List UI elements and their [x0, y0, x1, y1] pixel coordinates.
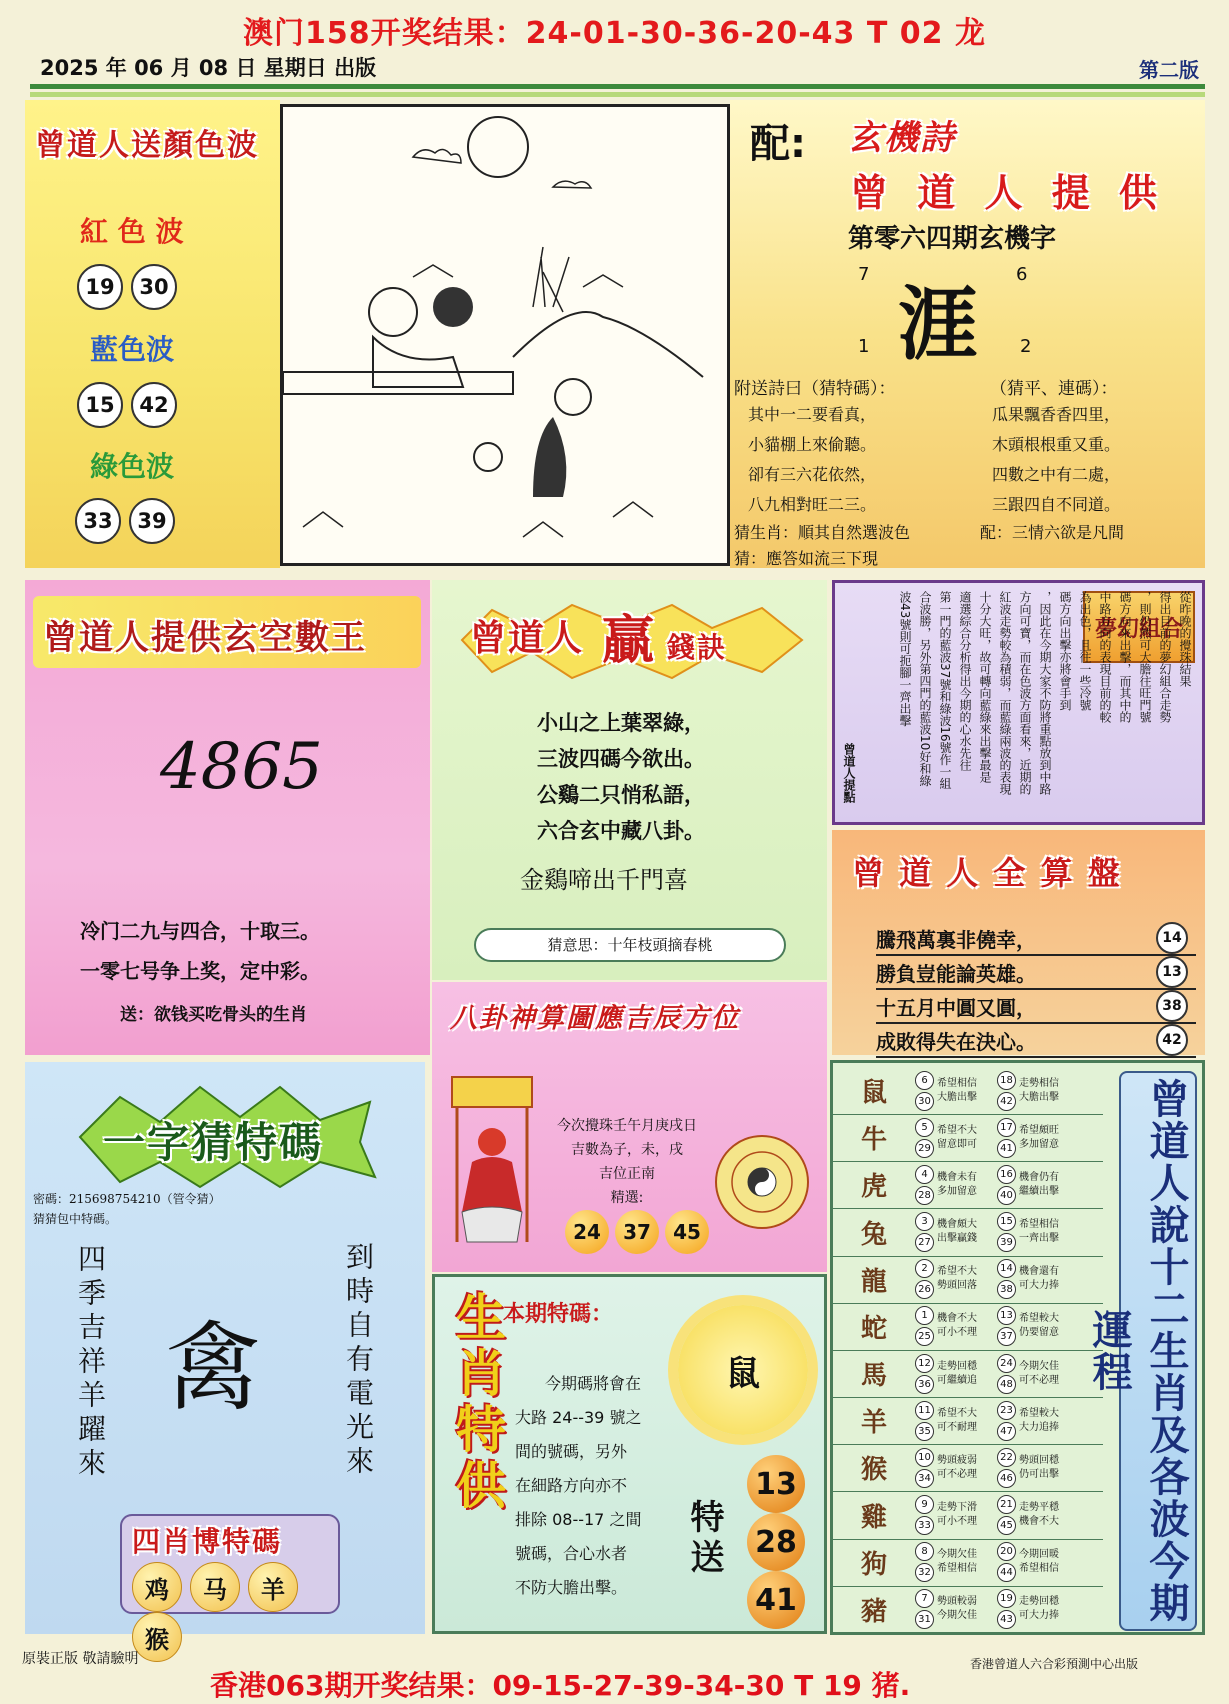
zodiac-row [833, 1586, 1103, 1634]
bagua-line: 今次攪珠壬午月庚戌日 [557, 1118, 697, 1134]
bagua-text [552, 1114, 702, 1210]
ball-number: 15 [77, 382, 123, 428]
zodiac-comment-a: 勢頭疲弱 可不必理 [937, 1454, 977, 1480]
zodiac-number: 26 [915, 1280, 934, 1299]
header-stripe [30, 84, 1205, 89]
abacus-line: 騰飛萬裏非僥幸， [876, 927, 1036, 952]
zodiac-row [833, 1350, 1103, 1398]
bagua-title: 八卦神算圖應吉辰方位 [450, 1003, 740, 1034]
text-line: 合波勝，另外第四門的藍波10好和綠 [918, 591, 932, 787]
abacus-row [876, 922, 1196, 956]
zodiac-number: 23 [997, 1401, 1016, 1420]
zodiac-animal-icon: 蛇 [860, 1313, 887, 1344]
text-line: 大路 24--39 號之 [515, 1408, 642, 1427]
zodiac-number: 25 [915, 1327, 934, 1346]
poem-line: 公鷄二只悄私語， [537, 783, 705, 807]
text-line: 不防大膽出擊。 [515, 1578, 628, 1597]
zodiac-comment-b: 今期回暖 希望相信 [1019, 1549, 1059, 1575]
zodiac-number: 13 [997, 1306, 1016, 1325]
poem-line: 瓜果飄香香四里， [992, 405, 1121, 424]
abacus-line: 成敗得失在決心。 [876, 1029, 1036, 1054]
zodiac-number: 44 [997, 1563, 1016, 1582]
zodiac-row [833, 1256, 1103, 1304]
footer-right-note: 香港曾道人六合彩預測中心出版 [970, 1657, 1139, 1671]
text-line: 得出目前的夢幻組合走勢 [1158, 591, 1172, 723]
zodiac-numbers-b [997, 1353, 1016, 1395]
text-line: 第一門的藍波37號和綠波16號作一組 [938, 591, 952, 790]
zodiac-numbers-a [915, 1164, 934, 1206]
zodiac-number: 33 [915, 1516, 934, 1535]
zodiac-number: 45 [997, 1516, 1016, 1535]
zodiac-numbers-a [915, 1400, 934, 1442]
ball-number: 45 [665, 1210, 709, 1254]
corner-number: 1 [858, 336, 870, 357]
zodiac-ball: 羊 [248, 1562, 298, 1612]
twelve-zodiac-panel [830, 1060, 1205, 1635]
bagua-line: 精選: [610, 1190, 644, 1206]
zodiac-number: 1 [915, 1306, 934, 1325]
zodiac-number: 27 [915, 1233, 934, 1252]
provided-by-title: 曾 道 人 提 供 [850, 171, 1165, 215]
zodiac-animal-icon: 雞 [860, 1502, 887, 1533]
edition-label: 第二版 [1139, 58, 1199, 82]
text-line: 號碼，合心水者 [515, 1544, 628, 1563]
zodiac-row [833, 1492, 1103, 1540]
zodiac-comment-b: 走勢回穩 可大力捧 [1019, 1596, 1059, 1622]
zodiac-comment-a: 今期欠佳 希望相信 [937, 1549, 977, 1575]
zodiac-special-title: 本期特碼： [503, 1302, 614, 1327]
zodiac-number: 7 [915, 1589, 934, 1608]
blue-wave-label: 藍色波 [90, 333, 175, 366]
text-line: 間的號碼，另外 [515, 1442, 628, 1461]
zodiac-numbers-b [997, 1541, 1016, 1583]
zodiac-number: 24 [997, 1354, 1016, 1373]
zodiac-comment-b: 勢頭回穩 仍可出擊 [1019, 1454, 1059, 1480]
zodiac-number: 10 [915, 1448, 934, 1467]
zodiac-special-panel [432, 1274, 827, 1634]
warrior-figure [442, 1072, 542, 1252]
zodiac-number: 29 [915, 1139, 934, 1158]
left-poem-heading: 附送詩曰（猜特碼）： [734, 379, 896, 399]
zodiac-number: 3 [915, 1212, 934, 1231]
zodiac-numbers-a [915, 1447, 934, 1489]
xuankong-line-3: 送：欲钱买吃骨头的生肖 [120, 1005, 307, 1025]
zodiac-number: 48 [997, 1375, 1016, 1394]
text-line: 紅波走勢較為積弱，而藍綠兩波的表現 [998, 591, 1012, 795]
zodiac-number: 9 [915, 1495, 934, 1514]
pei-label: 配: [750, 121, 806, 167]
zodiac-number: 46 [997, 1469, 1016, 1488]
secret-code-line: 密碼：215698754210（管令猜） [33, 1192, 221, 1206]
dream-combo-title: 夢幻組合 [1083, 591, 1195, 663]
right-poem [992, 400, 1120, 520]
zodiac-number: 14 [997, 1259, 1016, 1278]
ball-number: 24 [565, 1210, 609, 1254]
illustration-frame [280, 104, 730, 566]
win-title-b: 贏 [602, 611, 657, 671]
zodiac-number: 31 [915, 1610, 934, 1629]
zodiac-numbers-a [915, 1305, 934, 1347]
poem-line: 卻有三六花依然， [748, 465, 877, 484]
xuankong-panel [25, 580, 430, 1055]
zodiac-animal-icon: 羊 [860, 1408, 887, 1439]
text-line: ，則仍然可大膽往旺門號 [1138, 591, 1152, 723]
bagua-line: 吉數為子，未，戌 [571, 1142, 683, 1158]
xuankong-line-1: 冷门二九与四合，十取三。 [80, 919, 320, 943]
text-line: 排除 08--17 之間 [515, 1510, 642, 1529]
tesong-label: 特送 [684, 1499, 724, 1579]
abacus-row [876, 990, 1196, 1024]
zodiac-numbers-a [915, 1588, 934, 1630]
poem-line: 八九相對旺二三。 [748, 495, 877, 514]
top-result-banner: 澳门158开奖结果：24-01-30-36-20-43 T 02 龙 [243, 16, 986, 51]
zodiac-ball: 马 [190, 1562, 240, 1612]
ball-number: 41 [747, 1571, 805, 1629]
ball-number: 38 [1156, 990, 1188, 1022]
ball-number: 13 [1156, 956, 1188, 988]
bagua-balls [562, 1210, 712, 1254]
hk-result-banner: 香港063期开奖结果：09-15-27-39-34-30 T 19 猪. [210, 1669, 911, 1702]
zodiac-row [833, 1067, 1103, 1115]
zodiac-comment-a: 希望不大 留意即可 [937, 1124, 977, 1150]
zodiac-numbers-b [997, 1117, 1016, 1159]
red-wave-label: 紅 色 波 [80, 215, 184, 248]
publish-date: 2025 年 06 月 08 日 星期日 出版 [40, 56, 377, 80]
zodiac-animal-icon: 猴 [860, 1455, 887, 1486]
zodiac-number: 28 [915, 1186, 934, 1205]
text-line: 碼方向出擊亦將會手到 [1058, 591, 1072, 711]
poem-line: 小山之上葉翠綠， [537, 711, 705, 735]
guess-character: 禽 [165, 1312, 261, 1424]
zodiac-comment-a: 走勢下滑 可小不理 [937, 1502, 977, 1528]
dream-combo-text [855, 591, 1195, 821]
abacus-panel [832, 830, 1205, 1055]
zodiac-numbers-b [997, 1305, 1016, 1347]
xuankong-title: 曾道人提供玄空數王 [43, 618, 367, 658]
win-title-a: 曾道人 [470, 618, 585, 659]
zodiac-row [833, 1303, 1103, 1351]
header-stripe-2 [30, 92, 1205, 97]
poem-line: 其中一二要看真， [748, 405, 877, 424]
dream-combo-panel [832, 580, 1205, 825]
zodiac-number: 15 [997, 1212, 1016, 1231]
zodiac-comment-b: 機會還有 可大力捧 [1019, 1266, 1059, 1292]
ball-number: 19 [77, 264, 123, 310]
zodiac-number: 22 [997, 1448, 1016, 1467]
zodiac-comment-a: 機會不大 可小不理 [937, 1313, 977, 1339]
zodiac-number: 41 [997, 1139, 1016, 1158]
zodiac-comment-a: 希望不大 可不耐理 [937, 1407, 977, 1433]
zodiac-numbers-a [915, 1353, 934, 1395]
abacus-title: 曾 道 人 全 算 盤 [852, 854, 1122, 892]
zodiac-number: 39 [997, 1233, 1016, 1252]
zodiac-number: 4 [915, 1165, 934, 1184]
zodiac-number: 30 [915, 1092, 934, 1111]
dream-combo-sign: 曾道人提點 [842, 743, 856, 803]
zodiac-comment-b: 機會仍有 繼續出擊 [1019, 1171, 1059, 1197]
text-line: 中路方向的表現目前的較 [1098, 591, 1112, 723]
zodiac-row [833, 1539, 1103, 1587]
zodiac-comment-b: 希望頗旺 多加留意 [1019, 1124, 1059, 1150]
poem-line: 六合玄中藏八卦。 [537, 819, 705, 843]
poem-line: 木頭根根重又重。 [992, 435, 1121, 454]
right-vertical-verse: 到時自有電光來 [342, 1242, 375, 1480]
zodiac-number: 36 [915, 1375, 934, 1394]
zodiac-comment-a: 希望不大 勢頭回落 [937, 1266, 977, 1292]
zodiac-row [833, 1161, 1103, 1209]
left-poem [748, 400, 876, 520]
zodiac-numbers-b [997, 1164, 1016, 1206]
abacus-row [876, 956, 1196, 990]
text-line: 方向可寶，而在色波方面看來，近期的 [1018, 591, 1032, 795]
ball-number: 39 [129, 498, 175, 544]
zodiac-number: 18 [997, 1071, 1016, 1090]
zodiac-numbers-b [997, 1258, 1016, 1300]
poem-line: 四數之中有二處， [992, 465, 1121, 484]
twelve-zodiac-side-title: 曾道人說十二生肖及各波今期運程 [1119, 1071, 1197, 1631]
bagua-compass-icon [712, 1132, 812, 1232]
zodiac-number: 37 [997, 1327, 1016, 1346]
zodiac-number: 12 [915, 1354, 934, 1373]
zodiac-row [833, 1397, 1103, 1445]
text-line: 波43號則可扼腳一齊出擊 [898, 591, 912, 727]
zodiac-comment-b: 希望較大 大力追捧 [1019, 1407, 1059, 1433]
zodiac-number: 32 [915, 1563, 934, 1582]
zodiac-comment-a: 機會頗大 出擊贏錢 [937, 1219, 977, 1245]
zodiac-numbers-a [915, 1070, 934, 1112]
xuankong-line-2: 一零七号争上奖，定中彩。 [80, 959, 320, 983]
bagua-line: 吉位正南 [599, 1166, 655, 1182]
zodiac-comment-b: 希望相信 一齊出擊 [1019, 1219, 1059, 1245]
win-money-guess: 猜意思：十年枝頭摘春桃 [474, 928, 786, 962]
guess-line: 猜：應答如流三下現 [734, 549, 879, 568]
text-line: 十分大旺，故可轉向藍綠來出擊最是 [978, 591, 992, 783]
zodiac-comment-a: 走勢回穩 可繼續追 [937, 1360, 977, 1386]
poem-line: 三跟四自不同道。 [992, 495, 1121, 514]
xuanji-poem-panel [730, 100, 1205, 568]
zodiac-special-balls [747, 1455, 805, 1629]
ball-number: 37 [615, 1210, 659, 1254]
zodiac-rows [833, 1067, 1108, 1633]
zodiac-comment-a: 希望相信 大膽出擊 [937, 1077, 977, 1103]
text-line: 碼方向來出擊，而其中的 [1118, 591, 1132, 723]
zodiac-number: 5 [915, 1118, 934, 1137]
zodiac-animal-icon: 龍 [860, 1266, 887, 1297]
zodiac-numbers-b [997, 1588, 1016, 1630]
text-line: 今期碼將會在 [545, 1374, 642, 1393]
zodiac-number: 35 [915, 1422, 934, 1441]
ball-number: 28 [747, 1513, 805, 1571]
zodiac-number: 38 [997, 1280, 1016, 1299]
ball-number: 13 [747, 1455, 805, 1513]
zodiac-comment-a: 勢頭較弱 今期欠佳 [937, 1596, 977, 1622]
zodiac-number: 16 [997, 1165, 1016, 1184]
zodiac-numbers-a [915, 1541, 934, 1583]
abacus-row [876, 1024, 1196, 1058]
zodiac-animal-icon: 鼠 [860, 1078, 887, 1109]
text-line: 為出色，且往一些冷號 [1078, 591, 1092, 711]
ball-number: 14 [1156, 922, 1188, 954]
zodiac-special-text [515, 1367, 641, 1605]
zodiac-comment-b: 走勢相信 大膽出擊 [1019, 1077, 1059, 1103]
four-zodiac-title: 四肖博特碼 [132, 1525, 283, 1558]
text-line: ，因此在今期大家不防將重點放到中路 [1038, 591, 1052, 795]
mystery-character: 涯 [898, 277, 978, 371]
zodiac-animal-icon: 馬 [860, 1361, 887, 1392]
ball-number: 30 [131, 264, 177, 310]
one-char-panel [25, 1062, 425, 1654]
pei-line: 配：三情六欲是凡間 [980, 523, 1125, 542]
right-poem-heading: （猜平、連碼）： [990, 379, 1118, 399]
zodiac-special-side-title: 生肖特供 [448, 1291, 506, 1515]
zodiac-numbers-a [915, 1211, 934, 1253]
zodiac-number: 8 [915, 1542, 934, 1561]
handwritten-numbers: 4865 [160, 730, 323, 804]
zodiac-number: 19 [997, 1589, 1016, 1608]
zodiac-numbers-b [997, 1494, 1016, 1536]
xuanji-title: 玄機詩 [848, 118, 956, 158]
zodiac-animal-icon: 虎 [860, 1172, 887, 1203]
ball-number: 33 [75, 498, 121, 544]
zodiac-number: 42 [997, 1092, 1016, 1111]
zodiac-row [833, 1114, 1103, 1162]
poem-line: 三波四碼今欲出。 [537, 747, 705, 771]
zodiac-number: 6 [915, 1071, 934, 1090]
zodiac-comment-b: 今期欠佳 可不必理 [1019, 1360, 1059, 1386]
red-wave-numbers [77, 264, 185, 310]
text-line: 從昨晚的攪珠結果 [1178, 591, 1192, 687]
zodiac-numbers-a [915, 1258, 934, 1300]
four-zodiac-box [120, 1514, 340, 1654]
zodiac-numbers-b [997, 1400, 1016, 1442]
zodiac-numbers-b [997, 1070, 1016, 1112]
guess-zodiac-line: 猜生肖：順其自然選波色 [734, 523, 911, 542]
zodiac-numbers-a [915, 1494, 934, 1536]
win-money-panel [432, 580, 827, 980]
ball-number: 42 [131, 382, 177, 428]
zodiac-animal-icon: 狗 [860, 1549, 887, 1580]
left-vertical-verse: 四季吉祥羊躍來 [74, 1244, 107, 1482]
green-wave-label: 綠色波 [90, 450, 175, 483]
zodiac-number: 17 [997, 1118, 1016, 1137]
win-money-extra: 金鷄啼出千門喜 [520, 866, 688, 894]
zodiac-number: 11 [915, 1401, 934, 1420]
abacus-lines [876, 922, 1196, 1058]
zodiac-comment-b: 走勢平穩 機會不大 [1019, 1502, 1059, 1528]
zodiac-numbers-a [915, 1117, 934, 1159]
zodiac-ball: 鸡 [132, 1562, 182, 1612]
zodiac-animal-icon: 豬 [860, 1596, 887, 1627]
corner-number: 7 [858, 264, 870, 285]
color-wave-title: 曾道人送顏色波 [35, 128, 259, 163]
poem-line: 小貓棚上來偷聽。 [748, 435, 877, 454]
corner-number: 6 [1016, 264, 1028, 285]
zodiac-flower: 鼠 [678, 1305, 808, 1435]
bagua-panel [432, 982, 827, 1272]
zodiac-number: 2 [915, 1259, 934, 1278]
zodiac-number: 34 [915, 1469, 934, 1488]
zodiac-number: 21 [997, 1495, 1016, 1514]
win-title-c: 錢訣 [667, 631, 728, 664]
zodiac-row [833, 1444, 1103, 1492]
text-line: 適選綜合分析得出今期的心水先往 [958, 591, 972, 771]
zodiac-number: 47 [997, 1422, 1016, 1441]
zodiac-numbers-b [997, 1447, 1016, 1489]
abacus-line: 十五月中圓又圓， [876, 995, 1036, 1020]
corner-number: 2 [1020, 336, 1032, 357]
zodiac-animal-icon: 兔 [860, 1219, 887, 1250]
zodiac-animal-icon: 牛 [860, 1125, 887, 1156]
footer-left-note: 原裝正版 敬請驗明 [22, 1651, 139, 1667]
zodiac-row [833, 1209, 1103, 1257]
blue-wave-numbers [77, 382, 185, 428]
green-wave-numbers [75, 498, 183, 544]
ball-number: 42 [1156, 1024, 1188, 1056]
one-char-title: 一字猜特碼 [103, 1118, 324, 1167]
secret-code-line-2: 猜猜包中特碼。 [33, 1212, 118, 1226]
zodiac-number: 40 [997, 1186, 1016, 1205]
xuanji-subtitle: 第零六四期玄機字 [848, 224, 1057, 254]
abacus-line: 勝負豈能論英雄。 [876, 961, 1036, 986]
zodiac-comment-b: 希望較大 仍要留意 [1019, 1313, 1059, 1339]
zodiac-number: 43 [997, 1610, 1016, 1629]
color-wave-panel [25, 100, 280, 568]
text-line: 在細路方向亦不 [515, 1476, 628, 1495]
children-see-saw-illustration [283, 107, 727, 563]
win-money-poem [537, 705, 705, 849]
zodiac-number: 20 [997, 1542, 1016, 1561]
four-zodiac-animals [128, 1562, 338, 1662]
zodiac-comment-a: 機會未有 多加留意 [937, 1171, 977, 1197]
zodiac-numbers-b [997, 1211, 1016, 1253]
zodiac-ball: 猴 [132, 1612, 182, 1662]
